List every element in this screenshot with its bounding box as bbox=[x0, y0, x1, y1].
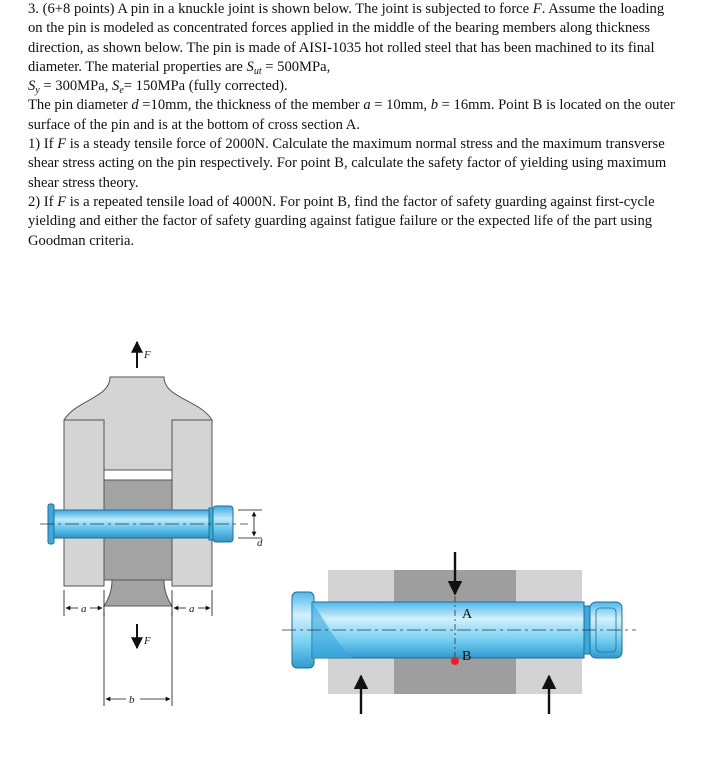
point-B-marker bbox=[451, 657, 459, 665]
label-F-bottom: F bbox=[144, 635, 151, 647]
label-a-left: a bbox=[81, 603, 87, 615]
question-1: 1) If F is a steady tensile force of 2000N. Calculate the maximum normal stress and the maximum transverse shear stress acting on the pin respectively. For point B, calculate the safety factor of yielding using maximum shear stress theory. bbox=[28, 136, 667, 191]
label-B: B bbox=[462, 649, 472, 664]
label-d: d bbox=[257, 537, 263, 549]
fork-jaw-right bbox=[172, 420, 212, 586]
question-2: 2) If F is a repeated tensile load of 4000N. For point B, find the factor of safety guarding against first-cycle yielding and either the factor of safety guarding against fatigue failure or the expected life of the part using Goodman criteria. bbox=[28, 193, 655, 249]
label-F-top: F bbox=[144, 349, 151, 361]
label-a-right: a bbox=[189, 603, 195, 615]
problem-intro: 3. (6+8 points) A pin in a knuckle joint is shown below. The joint is subjected to force F. Assume the loading on the pin is modeled as concentrated forces applied in the middle of the bearing members along thickness direction, as shown below. The pin is made of AISI-1035 hot rolled steel that has been machined to its final diameter. The material properties are $S_{ut} = 500MPa$, $S_y = 300MPa$, $S_e= 150MPa$ (fully corrected). bbox=[28, 1, 665, 97]
knuckle-joint-left bbox=[40, 342, 263, 706]
label-A: A bbox=[462, 607, 473, 622]
problem-geometry: The pin diameter d =10mm, the thickness of the member a = 10mm, b = 16mm. Point B is located on the outer surface of the pin and is at the bottom of cross section A. bbox=[28, 97, 675, 133]
fork-slot bbox=[104, 470, 172, 480]
bottom-rod bbox=[104, 580, 172, 606]
fork-jaw-left bbox=[64, 420, 104, 586]
label-b: b bbox=[129, 694, 135, 706]
pin-loading-model bbox=[282, 552, 636, 714]
